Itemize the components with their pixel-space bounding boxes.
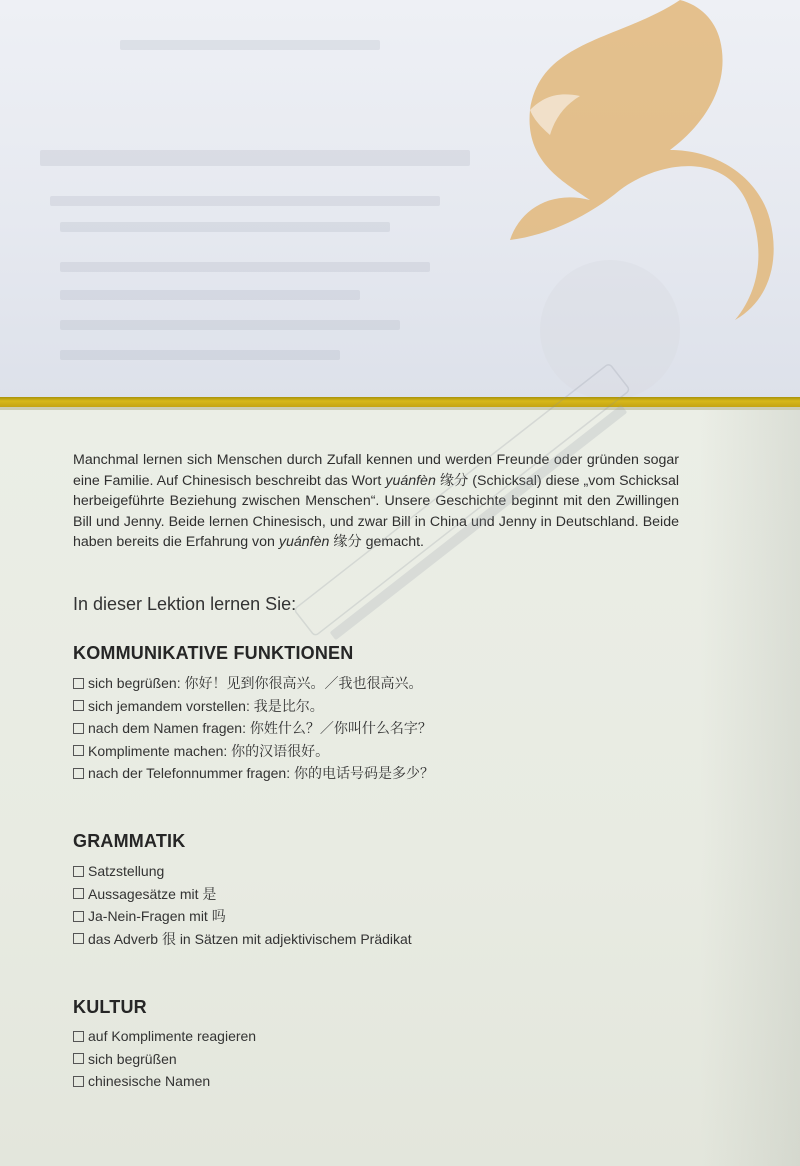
list-item: sich begrüßen: 你好！见到你很高兴。／我也很高兴。 [73,672,434,695]
section-divider [0,397,800,407]
checkbox-icon [73,888,84,899]
section-title-kommunikation: KOMMUNIKATIVE FUNKTIONEN [73,643,354,663]
list-item: sich jemandem vorstellen: 我是比尔。 [73,695,434,718]
checkbox-icon [73,911,84,922]
decorative-swirl-graphic [470,0,800,398]
checkbox-icon [73,1053,84,1064]
intro-text-2: 缘分 (Schicksal) diese „vom Schicksal herbeigeführte Beziehung zwischen Menschen“. Unsere Geschichte beginnt mit den Zwillingen Bill und Jenny. Beide lernen Chinesisch, und zwar Bill in China und Jenny in Deutschland. Beide haben bereits die Erfahrung von [73,472,679,550]
list-item: Komplimente machen: 你的汉语很好。 [73,740,434,763]
list-item: Ja-Nein-Fragen mit 吗 [73,905,412,928]
checkbox-icon [73,1076,84,1087]
list-item: nach der Telefonnummer fragen: 你的电话号码是多少？ [73,762,434,785]
checkbox-icon [73,700,84,711]
intro-paragraph [73,450,679,553]
intro-text-3: 缘分 gemacht. [329,534,424,550]
list-item: sich begrüßen [73,1048,256,1071]
list-item: Satzstellung [73,860,412,883]
checkbox-icon [73,723,84,734]
checkbox-icon [73,933,84,944]
grammatik-list [73,860,412,950]
intro-term-yuanfen-2: yuánfèn [278,534,330,550]
checkbox-icon [73,866,84,877]
list-item: chinesische Namen [73,1070,256,1093]
page-edge-shadow [700,410,800,1166]
lesson-lead: In dieser Lektion lernen Sie: [73,594,297,614]
list-item: auf Komplimente reagieren [73,1025,256,1048]
checkbox-icon [73,768,84,779]
section-title-kultur: KULTUR [73,997,147,1017]
checkbox-icon [73,745,84,756]
section-title-grammatik: GRAMMATIK [73,831,186,851]
list-item: nach dem Namen fragen: 你姓什么？／你叫什么名字？ [73,717,434,740]
intro-term-yuanfen-1: yuánfèn [385,472,436,489]
checkbox-icon [73,1031,84,1042]
kommunikation-list [73,672,434,785]
list-item: das Adverb 很 in Sätzen mit adjektivischem Prädikat [73,928,412,951]
list-item: Aussagesätze mit 是 [73,883,412,906]
kultur-list [73,1025,256,1093]
intro-text-1: Manchmal lernen sich Menschen durch Zufall kennen und werden Freunde oder gründen sogar eine Familie. Auf Chinesisch beschreibt das Wort [73,452,679,489]
checkbox-icon [73,678,84,689]
header-band [0,0,800,398]
